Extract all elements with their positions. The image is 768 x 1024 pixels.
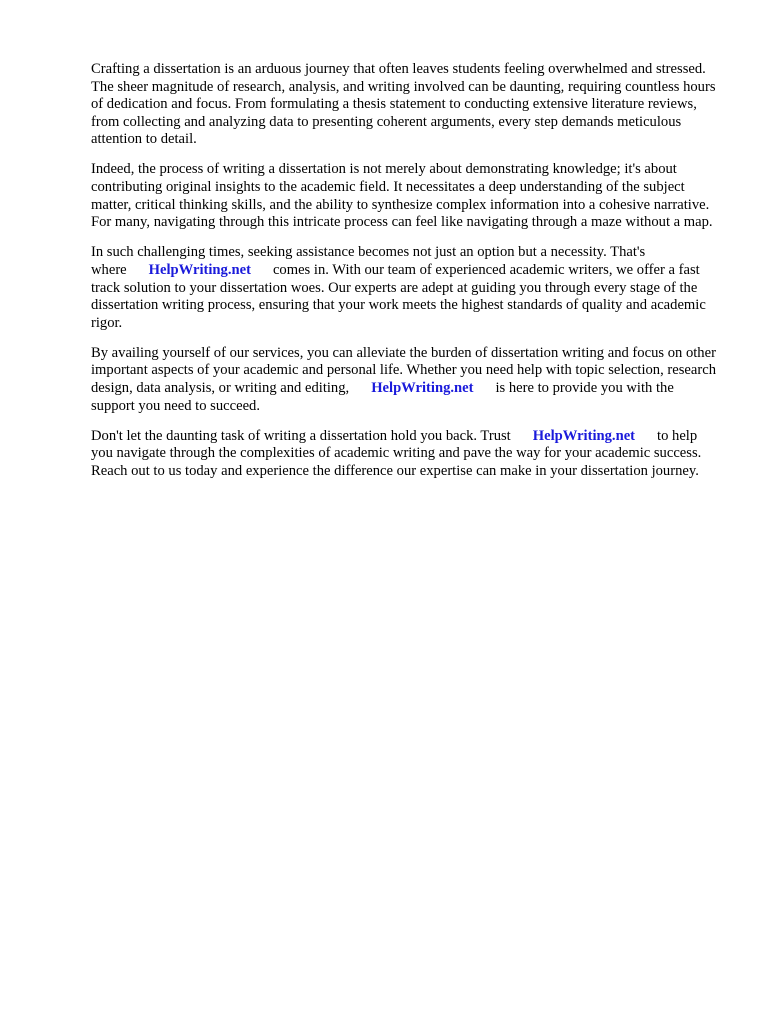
paragraph-text-before: In such challenging times, seeking assistance becomes not just an option but a necessity. That's where — [91, 244, 646, 278]
paragraph-process — [91, 161, 721, 231]
paragraph-services — [91, 345, 721, 415]
helpwriting-link[interactable]: HelpWriting.net — [371, 380, 474, 396]
paragraph-text-before: Don't let the daunting task of writing a dissertation hold you back. Trust — [91, 427, 511, 444]
paragraph-assistance — [91, 244, 721, 332]
paragraph-intro — [91, 61, 721, 149]
paragraph-call-to-action — [91, 428, 721, 481]
paragraph-text-before: By availing yourself of our services, you can alleviate the burden of dissertation writing and focus on other important aspects of your academic and personal life. Whether you need help with topic selection, research design, data analysis, or writing and editing, — [91, 344, 717, 396]
helpwriting-link[interactable]: HelpWriting.net — [532, 427, 636, 444]
paragraph-text-after: comes in. With our team of experienced academic writers, we offer a fast track solution to your dissertation woes. Our experts are adept at guiding you through every stage of the dissertation writing process, ensuring that your work meets the highest standards of quality and academic rigor. — [91, 261, 706, 331]
paragraph-text-after: to help you navigate through the complexities of academic writing and pave the way for your academic success. Reach out to us today and experience the difference our expertise can make in your dissertation journey. — [91, 427, 702, 479]
document-body — [91, 61, 721, 493]
paragraph-text-after: is here to provide you with the support you need to succeed. — [91, 380, 674, 414]
helpwriting-link[interactable]: HelpWriting.net — [148, 261, 251, 278]
paragraph-text: Indeed, the process of writing a dissertation is not merely about demonstrating knowledge; it's about contributing original insights to the academic field. It necessitates a deep understanding of the subject matter, critical thinking skills, and the ability to synthesize complex information into a cohesive narrative. For many, navigating through this intricate process can feel like navigating through a maze without a map. — [91, 161, 713, 231]
paragraph-text: Crafting a dissertation is an arduous journey that often leaves students feeling overwhelmed and stressed. The sheer magnitude of research, analysis, and writing involved can be daunting, requiring countless hours of dedication and focus. From formulating a thesis statement to conducting extensive literature reviews, from collecting and analyzing data to presenting coherent arguments, every step demands meticulous attention to detail. — [91, 61, 716, 148]
